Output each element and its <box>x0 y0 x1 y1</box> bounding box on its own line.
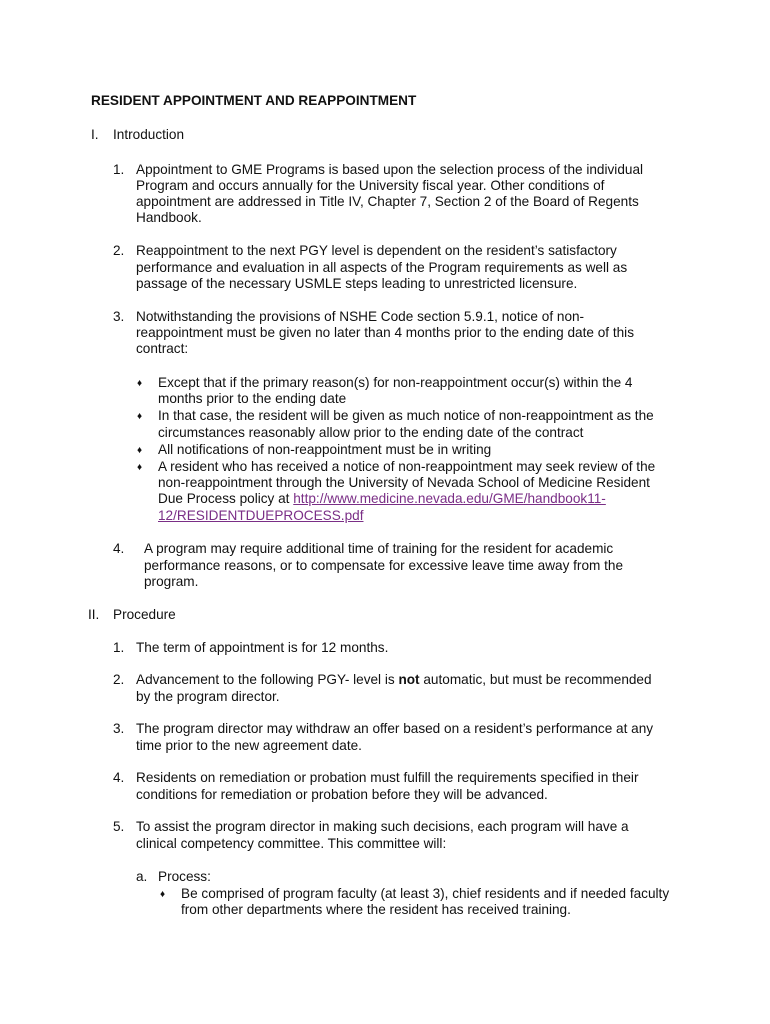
text-run: Advancement to the following PGY- level is <box>136 672 399 687</box>
paragraph-line: A program may require additional time of training for the resident for academic <box>144 541 614 556</box>
paragraph-line: The program director may withdraw an offer based on a resident’s performance at any <box>136 721 654 736</box>
diamond-bullet-icon: ♦ <box>137 445 143 456</box>
due-process-link[interactable]: http://www.medicine.nevada.edu/GME/handbook11- <box>293 491 606 506</box>
paragraph-line: by the program director. <box>136 689 280 704</box>
bullet-line: Be comprised of program faculty (at least 3), chief residents and if needed faculty <box>181 886 670 901</box>
diamond-bullet-icon: ♦ <box>160 889 166 900</box>
section-heading: Procedure <box>113 607 176 622</box>
bullet-line: non-reappointment through the University of Nevada School of Medicine Resident <box>158 475 650 490</box>
bullet-line: from other departments where the resident has received training. <box>181 902 571 917</box>
list-number: 2. <box>113 672 125 687</box>
section-numeral: I. <box>91 127 99 142</box>
list-number: 4. <box>113 541 125 556</box>
paragraph-line: Reappointment to the next PGY level is dependent on the resident’s satisfactory <box>136 243 617 258</box>
due-process-link-continued[interactable]: 12/RESIDENTDUEPROCESS.pdf <box>158 508 364 523</box>
text-run: automatic, but must be recommended <box>419 672 652 687</box>
section-numeral: II. <box>88 607 100 622</box>
diamond-bullet-icon: ♦ <box>137 411 143 422</box>
diamond-bullet-icon: ♦ <box>137 378 143 389</box>
paragraph-line: performance and evaluation in all aspects of the Program requirements as well as <box>136 260 628 275</box>
paragraph-line: reappointment must be given no later than 4 months prior to the ending date of this <box>136 325 634 340</box>
list-number: 5. <box>113 819 125 834</box>
section-heading: Introduction <box>113 127 185 142</box>
paragraph-line: Program and occurs annually for the University fiscal year. Other conditions of <box>136 178 605 193</box>
list-number: 3. <box>113 309 125 324</box>
list-number: 3. <box>113 721 125 736</box>
paragraph-line: appointment are addressed in Title IV, Chapter 7, Section 2 of the Board of Regents <box>136 194 639 209</box>
emphasis-not: not <box>398 672 420 687</box>
bullet-line: In that case, the resident will be given as much notice of non-reappointment as the <box>158 408 654 423</box>
sub-list-letter: a. <box>136 869 148 884</box>
list-number: 4. <box>113 770 125 785</box>
paragraph-line: contract: <box>136 341 189 356</box>
paragraph-line: Notwithstanding the provisions of NSHE Code section 5.9.1, notice of non- <box>136 309 585 324</box>
paragraph-line: The term of appointment is for 12 months. <box>136 640 389 655</box>
paragraph-line: program. <box>144 574 199 589</box>
bullet-line: months prior to the ending date <box>158 391 347 406</box>
bullet-line <box>158 508 363 525</box>
paragraph-line: Appointment to GME Programs is based upon the selection process of the individual <box>136 162 644 177</box>
document-title: RESIDENT APPOINTMENT AND REAPPOINTMENT <box>91 93 417 108</box>
list-number: 1. <box>113 640 125 655</box>
diamond-bullet-icon: ♦ <box>137 462 143 473</box>
bullet-line: circumstances reasonably allow prior to the ending date of the contract <box>158 425 584 440</box>
paragraph-line <box>136 672 652 689</box>
link-prefix: Due Process policy at <box>158 491 294 506</box>
paragraph-line: conditions for remediation or probation before they will be advanced. <box>136 787 548 802</box>
bullet-line: Except that if the primary reason(s) for non-reappointment occur(s) within the 4 <box>158 375 633 390</box>
paragraph-line: To assist the program director in making such decisions, each program will have a <box>136 819 629 834</box>
paragraph-line: passage of the necessary USMLE steps leading to unrestricted licensure. <box>136 276 578 291</box>
bullet-line <box>158 491 606 508</box>
bullet-line: A resident who has received a notice of non-reappointment may seek review of the <box>158 459 656 474</box>
bullet-line: All notifications of non-reappointment must be in writing <box>158 442 492 457</box>
sub-list-label: Process: <box>158 869 211 884</box>
paragraph-line: Residents on remediation or probation must fulfill the requirements specified in their <box>136 770 639 785</box>
paragraph-line: performance reasons, or to compensate for excessive leave time away from the <box>144 558 624 573</box>
list-number: 1. <box>113 162 125 177</box>
list-number: 2. <box>113 243 125 258</box>
paragraph-line: clinical competency committee. This committee will: <box>136 836 447 851</box>
paragraph-line: time prior to the new agreement date. <box>136 738 362 753</box>
paragraph-line: Handbook. <box>136 210 202 225</box>
